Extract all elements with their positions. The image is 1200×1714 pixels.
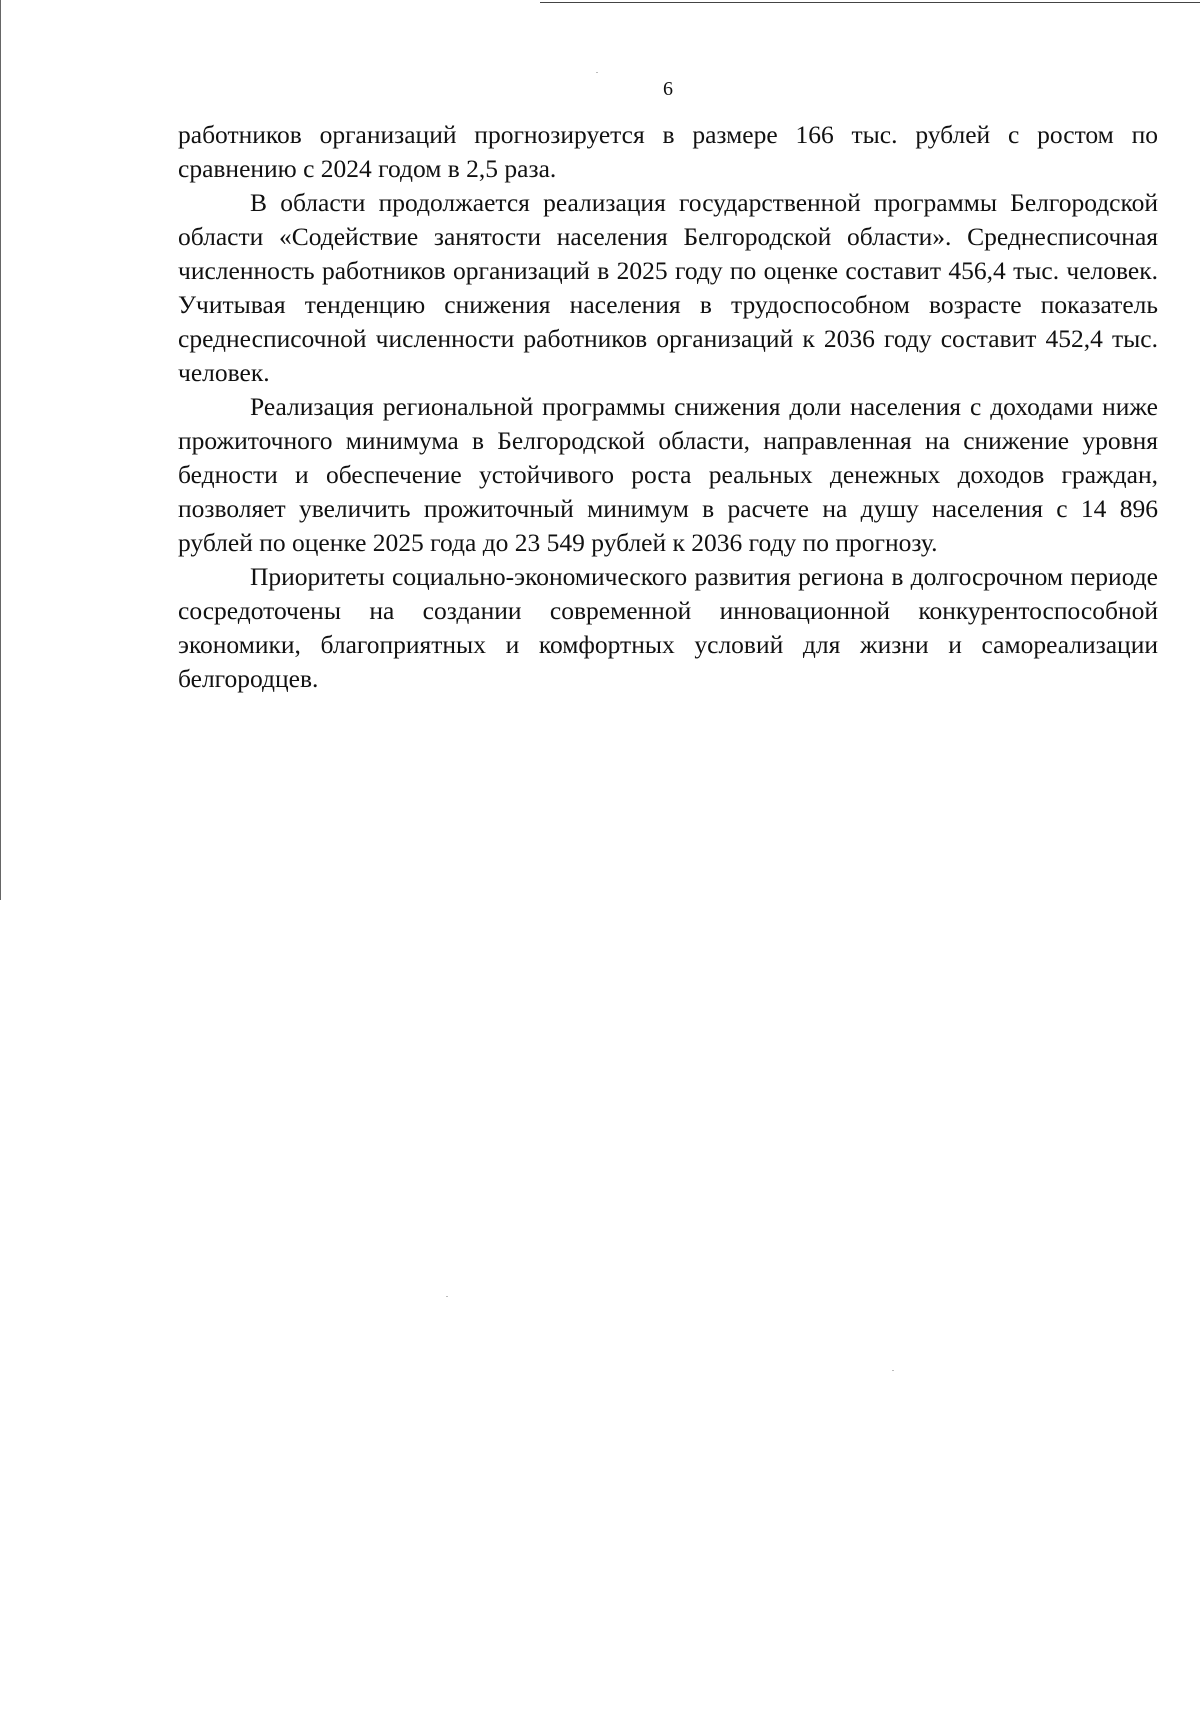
paragraph-priorities: Приоритеты социально-экономического развития региона в долгосрочном периоде сосредоточены на создании современной инновационной конкурентоспособной экономики, благоприятных и комфортных условий для жизни и самореализации белгородцев. xyxy=(178,562,1158,693)
paragraph-employment: В области продолжается реализация государственной программы Белгородской области «Содействие занятости населения Белгородской области». Среднесписочная численность работников организаций в 2025 году по оценке составит 456,4 тыс. человек. Учитывая тенденцию снижения населения в трудоспособном возрасте показатель среднесписочной численности работников организаций к 2036 году составит 452,4 тыс. человек. xyxy=(178,188,1158,387)
scan-speck xyxy=(446,1296,448,1297)
scan-speck xyxy=(892,1370,894,1371)
scan-border-top xyxy=(540,2,1200,3)
page-number: 6 xyxy=(663,78,673,100)
scan-speck xyxy=(596,72,598,73)
paragraph-income: Реализация региональной программы снижения доли населения с доходами ниже прожиточного минимума в Белгородской области, направленная на снижение уровня бедности и обеспечение устойчивого роста реальных денежных доходов граждан, позволяет увеличить прожиточный минимум в расчете на душу населения с 14 896 рублей по оценке 2025 года до 23 549 рублей к 2036 году по прогнозу. xyxy=(178,392,1158,557)
scan-border-left xyxy=(0,0,1,900)
document-body xyxy=(178,118,1158,696)
paragraph-continuation: работников организаций прогнозируется в размере 166 тыс. рублей с ростом по сравнению с 2024 годом в 2,5 раза. xyxy=(178,120,1158,183)
